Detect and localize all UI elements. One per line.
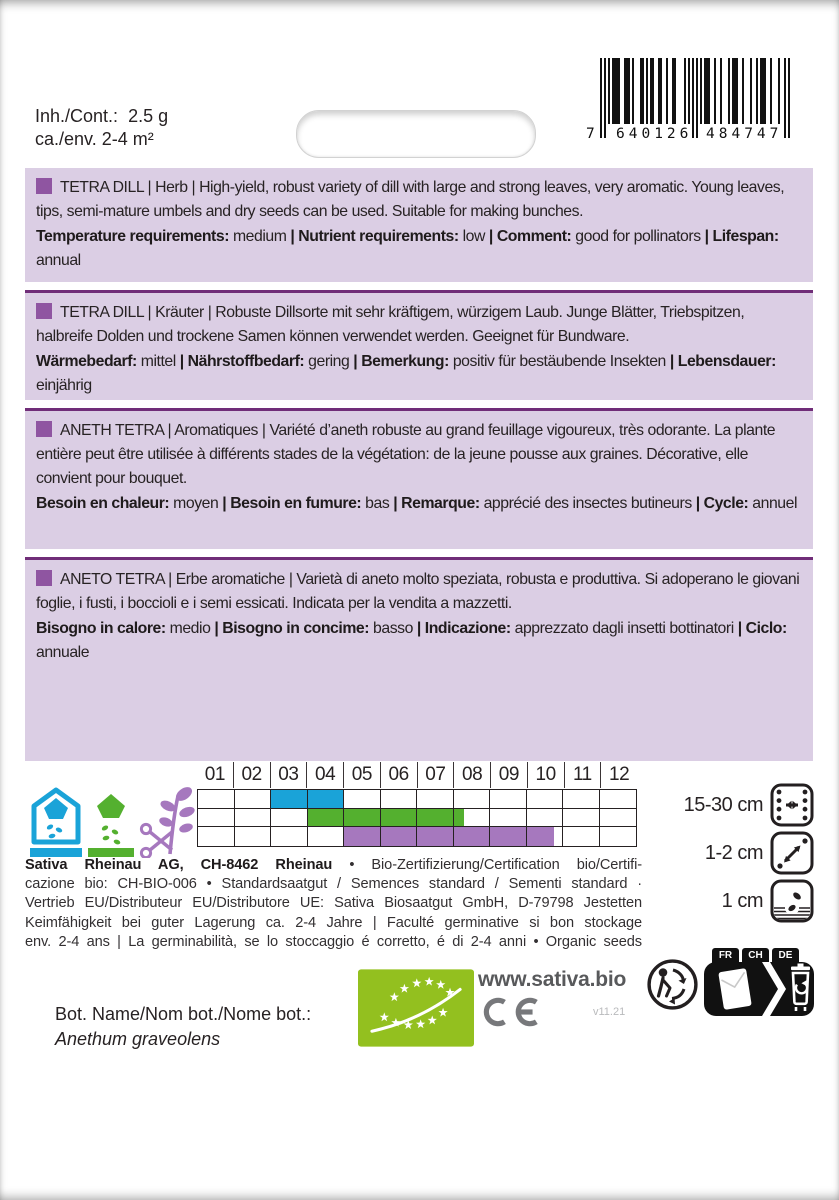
section-description: ANETO TETRA | Erbe aromatiche | Varietà di aneto molto speziata, robusta e produttiva. Si adoperano le giovani foglie, i fusti, i boccioli e i semi essicati. Indicata per la vendita a mazzetti. — [36, 571, 800, 612]
calendar-cell — [381, 790, 418, 809]
calendar-cell — [417, 827, 454, 846]
tab-de: DE — [772, 948, 799, 963]
botanical-name: Anethum graveolens — [55, 1029, 221, 1049]
calendar-cell — [308, 827, 345, 846]
company-text-line: Vertrieb EU/Distributeur EU/Distributore UE: Sativa Biosaatgut GmbH, D-79798 Jestetten — [25, 895, 642, 912]
content-value: 2.5 g — [128, 106, 169, 126]
calendar-cell — [454, 790, 491, 809]
calendar-cell — [271, 809, 308, 828]
botanical-name-block — [55, 1002, 311, 1052]
row-spacing-label: 15-30 cm — [683, 793, 763, 816]
barcode-bar — [770, 58, 772, 124]
plant-spacing-item — [620, 831, 814, 875]
calendar-cell — [344, 790, 381, 809]
plant-spacing-icon — [770, 831, 814, 875]
barcode-bar — [608, 58, 610, 124]
calendar-cell — [235, 790, 272, 809]
calendar-cells — [198, 790, 636, 846]
info-section-italian — [25, 557, 813, 761]
barcode-bar — [784, 58, 786, 138]
company-text-line: env. 2-4 ans | La germinabilità, se lo stoccaggio é corretto, é di 2-4 anni • Organic seeds — [25, 933, 642, 950]
sowing-depth-icon — [770, 879, 814, 923]
calendar-cell — [381, 809, 418, 828]
calendar-cell — [454, 827, 491, 846]
company-text-line: Keimfähigkeit bei guter Lagerung ca. 2-4 Jahre | Faculté germinative si bon stockage — [25, 914, 642, 931]
month-label: 12 — [609, 764, 630, 785]
coverage-area — [35, 128, 168, 151]
harvest-scissors-icon — [138, 784, 196, 858]
calendar-cell — [308, 809, 345, 828]
barcode-right-digits: 484747 — [706, 126, 783, 142]
barcode-bar — [778, 58, 780, 124]
barcode-bar — [742, 58, 744, 124]
info-section-french — [25, 408, 813, 549]
eu-organic-logo — [358, 969, 474, 1047]
calendar-cell — [490, 809, 527, 828]
barcode-bar — [756, 58, 758, 124]
botanical-name-label: Bot. Name/Nom bot./Nome bot.: — [55, 1004, 312, 1024]
calendar-month-labels — [197, 762, 637, 788]
version-label: v11.21 — [593, 1006, 626, 1018]
section-description: ANETH TETRA | Aromatiques | Variété d’aneth robuste au grand feuillage vigoureux, très odorante. La plante entière peut être utilisée à différents stades de la végétation: de la jeune pousse aux graines. Décorative, elle convient pour bouquet. — [36, 422, 776, 487]
barcode-bar — [618, 58, 620, 124]
calendar-cell — [344, 827, 381, 846]
calendar-cell — [235, 827, 272, 846]
barcode-bar — [764, 58, 766, 124]
barcode-bar — [708, 58, 710, 124]
barcode-bar — [700, 58, 702, 124]
description-sections — [25, 168, 813, 761]
website-url: www.sativa.bio — [478, 968, 627, 991]
calendar-cell — [308, 790, 345, 809]
calendar-cell — [271, 790, 308, 809]
month-label: 05 — [344, 762, 381, 788]
company-certification-text — [25, 856, 642, 952]
triman-recycling-icon — [646, 958, 699, 1011]
barcode-bar — [720, 58, 722, 124]
sowing-depth-label: 1 cm — [721, 889, 763, 912]
tab-fr: FR — [712, 948, 739, 963]
calendar-cell — [527, 809, 564, 828]
area-value: 2-4 m² — [101, 129, 154, 149]
barcode-bar — [666, 58, 668, 124]
barcode-left-digits: 640126 — [616, 126, 693, 142]
disposal-body — [704, 962, 814, 1016]
month-label: 10 — [528, 762, 565, 788]
content-label: Inh./Cont.: — [35, 106, 119, 126]
info-section-english — [25, 168, 813, 282]
barcode-prefix-digit: 7 — [586, 126, 595, 142]
info-section-german — [25, 290, 813, 400]
section-attributes: Temperature requirements: medium | Nutrient requirements: low | Comment: good for pollinators | Lifespan: annual — [36, 228, 779, 269]
row-spacing-item — [620, 783, 814, 827]
barcode-bar — [736, 58, 738, 124]
month-label: 11 — [565, 762, 602, 788]
month-label: 08 — [454, 762, 491, 788]
calendar-cell — [490, 827, 527, 846]
month-label: 04 — [307, 762, 344, 788]
barcode-bar — [660, 58, 662, 124]
calendar-cell — [527, 790, 564, 809]
calendar-cell — [563, 809, 600, 828]
tab-ch: CH — [742, 948, 769, 963]
section-bullet-icon — [36, 303, 52, 319]
calendar-legend-icons — [30, 784, 196, 858]
barcode-bar — [728, 58, 730, 124]
plant-spacing-label: 1-2 cm — [704, 841, 763, 864]
barcode-bar — [684, 58, 686, 124]
content-amount — [35, 105, 168, 128]
month-label: 02 — [234, 762, 271, 788]
area-label: ca./env. — [35, 129, 97, 149]
barcode-bar — [632, 58, 634, 124]
month-label: 01 — [197, 762, 234, 788]
country-tabs — [712, 948, 799, 963]
month-label: 06 — [381, 762, 418, 788]
calendar-cell — [417, 809, 454, 828]
company-text-line: cazione bio: CH-BIO-006 • Standardsaatgut / Semences standard / Sementi standard · — [25, 876, 642, 893]
sowing-calendar-grid — [197, 789, 637, 847]
barcode-bar — [604, 58, 606, 138]
barcode-bar — [750, 58, 752, 124]
ean-barcode — [588, 58, 792, 154]
section-description: TETRA DILL | Kräuter | Robuste Dillsorte mit sehr kräftigem, würzigem Laub. Junge Blätter, Triebspitzen, halbreife Dolden und trockene Samen können verwendet werden. Geeignet für Bundware. — [36, 304, 745, 345]
sowing-under-glass-icon — [30, 786, 82, 858]
barcode-bar — [652, 58, 654, 124]
calendar-cell — [198, 809, 235, 828]
barcode-bar — [628, 58, 630, 124]
calendar-cell — [344, 809, 381, 828]
calendar-cell — [563, 827, 600, 846]
calendar-cell — [417, 790, 454, 809]
calendar-cell — [381, 827, 418, 846]
calendar-cell — [271, 827, 308, 846]
barcode-bar — [642, 58, 644, 124]
section-attributes: Besoin en chaleur: moyen | Besoin en fumure: bas | Remarque: apprécié des insectes butineurs | Cycle: annuel — [36, 495, 798, 512]
barcode-bar — [688, 58, 690, 124]
direct-sowing-icon — [88, 792, 134, 864]
packaging-disposal-block — [704, 948, 814, 1016]
section-bullet-icon — [36, 178, 52, 194]
calendar-cell — [198, 790, 235, 809]
month-label: 03 — [271, 762, 308, 788]
barcode-bar — [674, 58, 676, 124]
company-text-line: Sativa Rheinau AG, CH-8462 Rheinau • Bio-Zertifizierung/Certification bio/Certifi- — [25, 857, 642, 873]
calendar-cell — [454, 809, 491, 828]
barcode-bar — [714, 58, 716, 124]
calendar-cell — [198, 827, 235, 846]
calendar-cell — [235, 809, 272, 828]
calendar-cell — [490, 790, 527, 809]
ce-mark-icon — [478, 997, 544, 1027]
hang-hole — [296, 110, 536, 158]
barcode-bar — [696, 58, 698, 138]
packet-to-bin-icon — [704, 962, 814, 1016]
month-label: 09 — [491, 762, 528, 788]
month-label: 07 — [418, 762, 455, 788]
calendar-cell — [527, 827, 564, 846]
row-spacing-icon — [770, 783, 814, 827]
pack-info — [35, 105, 168, 151]
section-bullet-icon — [36, 570, 52, 586]
section-bullet-icon — [36, 421, 52, 437]
section-attributes: Bisogno in calore: medio | Bisogno in concime: basso | Indicazione: apprezzato dagli insetti bottinatori | Ciclo: annuale — [36, 620, 787, 661]
sowing-depth-item — [620, 879, 814, 923]
section-attributes: Wärmebedarf: mittel | Nährstoffbedarf: gering | Bemerkung: positiv für bestäubende Insekten | Lebensdauer: einjährig — [36, 353, 776, 394]
section-description: TETRA DILL | Herb | High-yield, robust variety of dill with large and strong leaves, very aromatic. Young leaves, tips, semi-mature umbels and dry seeds can be used. Suitable for making bunches. — [36, 179, 785, 220]
calendar-cell — [563, 790, 600, 809]
barcode-bar — [788, 58, 790, 138]
barcode-bar — [600, 58, 602, 138]
barcode-bar — [646, 58, 648, 124]
